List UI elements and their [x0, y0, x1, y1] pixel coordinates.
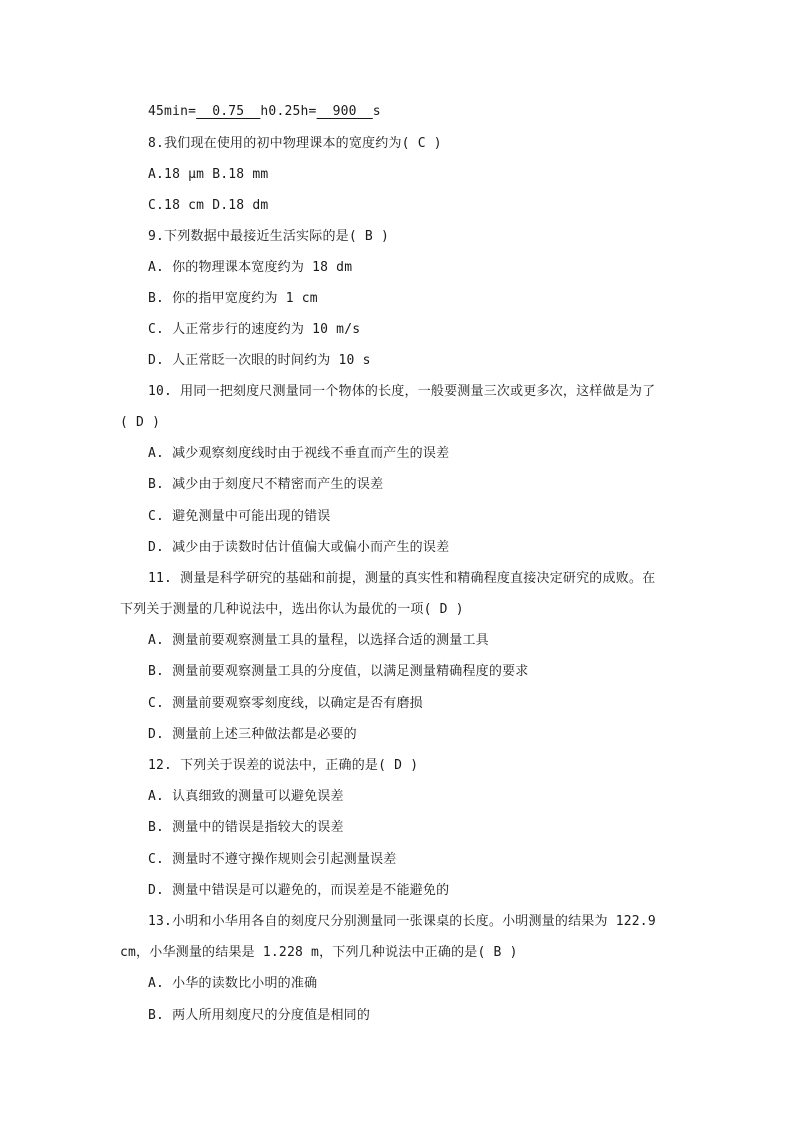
question-10-option-c: C. 避免测量中可能出现的错误: [148, 509, 331, 524]
question-9-option-a: A. 你的物理课本宽度约为 18 dm: [148, 260, 353, 275]
question-9: 9.下列数据中最接近生活实际的是( B ): [148, 229, 389, 244]
question-12-option-b: B. 测量中的错误是指较大的误差: [148, 820, 344, 835]
question-10-option-a: A. 减少观察刻度线时由于视线不垂直而产生的误差: [148, 446, 450, 461]
question-8-options-ab: A.18 μm B.18 mm: [148, 167, 269, 182]
question-10: 10. 用同一把刻度尺测量同一个物体的长度，一般要测量三次或更多次，这样做是为了: [148, 384, 656, 399]
question-9-option-c: C. 人正常步行的速度约为 10 m/s: [148, 322, 361, 337]
question-13-option-a: A. 小华的读数比小明的准确: [148, 976, 318, 991]
question-9-option-b: B. 你的指甲宽度约为 1 cm: [148, 291, 318, 306]
answer-blank-hours: 0.75: [196, 104, 261, 119]
question-12-option-c: C. 测量时不遵守操作规则会引起测量误差: [148, 852, 397, 867]
question-10-option-b: B. 减少由于刻度尺不精密而产生的误差: [148, 477, 384, 492]
question-8: 8.我们现在使用的初中物理课本的宽度约为( C ): [148, 136, 442, 151]
conversion-unit: s: [372, 104, 381, 119]
question-11-continued: 下列关于测量的几种说法中，选出你认为最优的一项( D ): [120, 602, 464, 617]
question-11-option-b: B. 测量前要观察测量工具的分度值，以满足测量精确程度的要求: [148, 664, 529, 679]
question-9-option-d: D. 人正常眨一次眼的时间约为 10 s: [148, 353, 371, 368]
question-11-option-d: D. 测量前上述三种做法都是必要的: [148, 727, 357, 742]
unit-conversion-line: [148, 104, 381, 120]
question-12-option-a: A. 认真细致的测量可以避免误差: [148, 789, 344, 804]
question-12-option-d: D. 测量中错误是可以避免的，而误差是不能避免的: [148, 883, 450, 898]
answer-blank-seconds: 900: [316, 104, 373, 119]
question-11: 11. 测量是科学研究的基础和前提，测量的真实性和精确程度直接决定研究的成败。在: [148, 571, 656, 586]
question-8-options-cd: C.18 cm D.18 dm: [148, 198, 269, 213]
question-13-continued: cm，小华测量的结果是 1.228 m，下列几种说法中正确的是( B ): [120, 945, 518, 960]
question-10-option-d: D. 减少由于读数时估计值偏大或偏小而产生的误差: [148, 540, 450, 555]
question-13-option-b: B. 两人所用刻度尺的分度值是相同的: [148, 1008, 371, 1023]
question-11-option-a: A. 测量前要观察测量工具的量程，以选择合适的测量工具: [148, 633, 489, 648]
question-13: 13.小明和小华用各自的刻度尺分别测量同一张课桌的长度。小明测量的结果为 122.9: [148, 914, 656, 929]
question-12: 12. 下列关于误差的说法中，正确的是( D ): [148, 758, 419, 773]
question-10-answer: ( D ): [120, 415, 161, 430]
question-11-option-c: C. 测量前要观察零刻度线，以确定是否有磨损: [148, 696, 423, 711]
conversion-middle: h0.25h=: [260, 104, 317, 119]
conversion-prefix: 45min=: [148, 104, 197, 119]
